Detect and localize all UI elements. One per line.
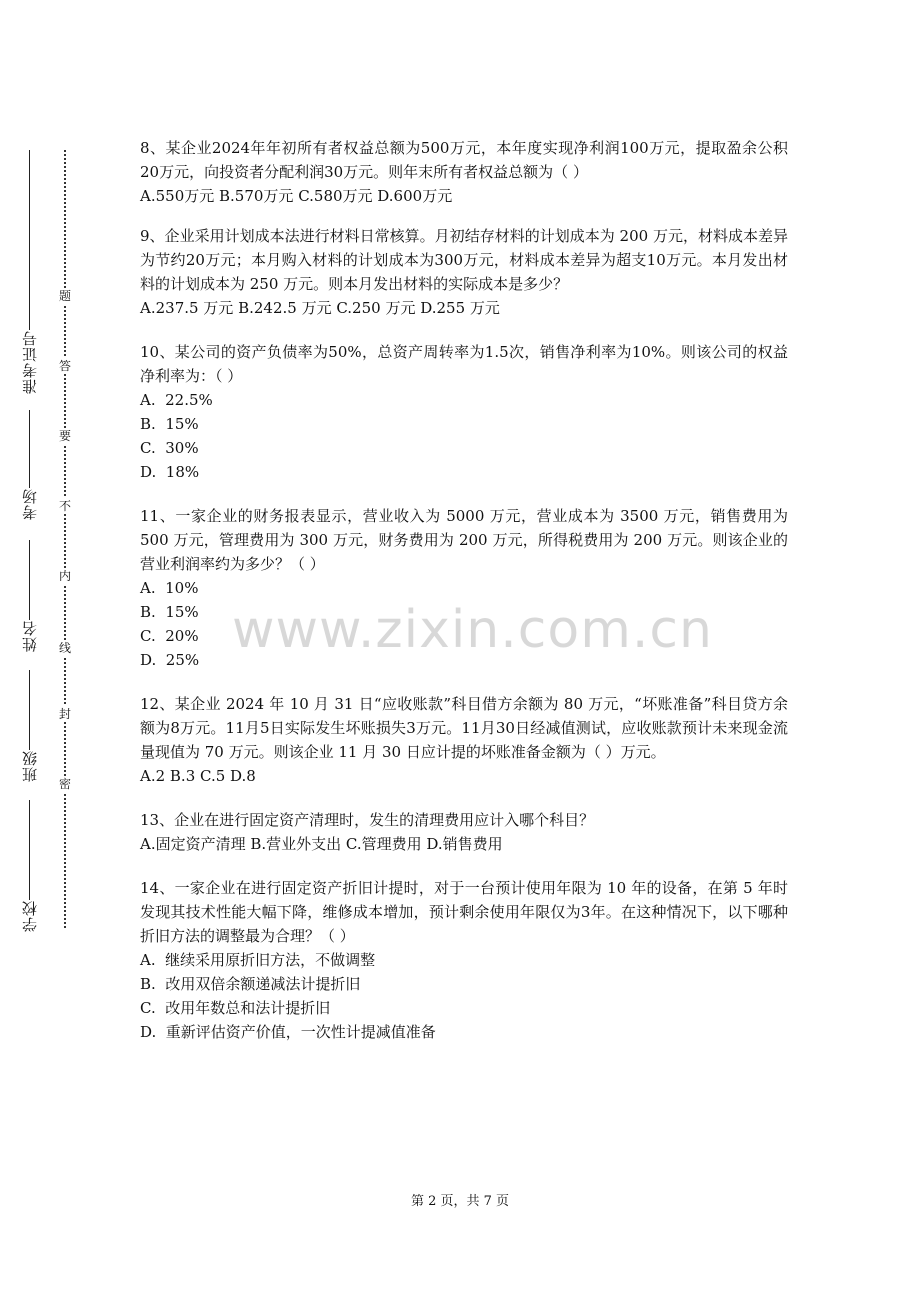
seal-char: 封 [58,707,71,721]
question-stem: 8、某企业2024年年初所有者权益总额为500万元，本年度实现净利润100万元，提取盈余公积20万元，向投资者分配利润30万元。则年末所有者权益总额为（ ） [140,139,788,181]
seal-char: 不 [58,499,71,513]
option-c: C. 改用年数总和法计提折旧 [140,999,331,1017]
question-stem: 14、一家企业在进行固定资产折旧计提时，对于一台预计使用年限为 10 年的设备，在第 5 年时发现其技术性能大幅下降，维修成本增加，预计剩余使用年限仅为3年。在这种情况下，以下哪种折旧方法的调整最为合理？（ ） [140,879,788,945]
seal-char: 内 [58,569,71,583]
exam-room-field [14,410,44,520]
question-stem: 11、一家企业的财务报表显示，营业收入为 5000 万元，营业成本为 3500 万元，销售费用为 500 万元，管理费用为 300 万元，财务费用为 200 万元，所得税费用为 200 万元。则该企业的营业利润率约为多少？（ ） [140,507,788,573]
school-field [14,800,44,932]
seal-char: 要 [58,429,71,443]
question-11 [140,504,788,672]
option-d: D. 25% [140,651,200,669]
seal-char: 答 [58,359,71,373]
school-line [29,800,30,900]
option-c: C. 30% [140,439,199,457]
question-stem: 13、企业在进行固定资产清理时，发生的清理费用应计入哪个科目？ [140,811,595,829]
question-10 [140,340,788,484]
class-label: 班级 [20,750,39,782]
question-stem: 10、某公司的资产负债率为50%，总资产周转率为1.5次，销售净利率为10%。则该公司的权益净利率为：（ ） [140,343,788,385]
option-a: A. 继续采用原折旧方法，不做调整 [140,951,376,969]
question-list [140,136,788,1060]
option-d: D. 18% [140,463,200,481]
question-stem: 9、企业采用计划成本法进行材料日常核算。月初结存材料的计划成本为 200 万元，材料成本差异为节约20万元；本月购入材料的计划成本为300万元，材料成本差异为超支10万元。本月发出材料的计划成本为 250 万元。则本月发出材料的实际成本是多少？ [140,227,788,293]
question-options: A.固定资产清理 B.营业外支出 C.管理费用 D.销售费用 [140,835,503,853]
class-line [29,670,30,750]
question-stem: 12、某企业 2024 年 10 月 31 日“应收账款”科目借方余额为 80 万元，“坏账准备”科目贷方余额为8万元。11月5日实际发生坏账损失3万元。11月30日经减值测试，应收账款预计未来现金流量现值为 70 万元。则该企业 11 月 30 日应计提的坏账准备金额为（ ）万元。 [140,695,788,761]
school-label: 学校 [20,900,39,932]
seal-char: 线 [58,641,71,655]
exam-id-field [14,150,44,394]
name-field [14,540,44,652]
seal-char: 题 [58,289,71,303]
question-options: A.2 B.3 C.5 D.8 [140,767,256,785]
exam-id-label: 准考证号 [20,330,39,394]
exam-room-line [29,410,30,488]
question-options: A.550万元 B.570万元 C.580万元 D.600万元 [140,187,453,205]
option-c: C. 20% [140,627,199,645]
option-a: A. 22.5% [140,391,213,409]
option-a: A. 10% [140,579,199,597]
seal-dotted-line [64,150,66,928]
question-13 [140,808,788,856]
question-8 [140,136,788,208]
class-field [14,670,44,782]
option-d: D. 重新评估资产价值，一次性计提减值准备 [140,1023,436,1041]
binding-margin [0,0,120,1302]
question-9 [140,224,788,320]
name-label: 姓名 [20,620,39,652]
question-options: A.237.5 万元 B.242.5 万元 C.250 万元 D.255 万元 [140,299,500,317]
option-b: B. 15% [140,603,199,621]
seal-char: 密 [58,777,71,791]
exam-id-line [29,150,30,330]
watermark: www.zixin.com.cn [232,600,713,660]
option-b: B. 改用双倍余额递减法计提折旧 [140,975,361,993]
exam-room-label: 考场 [20,488,39,520]
name-line [29,540,30,620]
option-b: B. 15% [140,415,199,433]
question-12 [140,692,788,788]
page-footer: 第 2 页，共 7 页 [410,1194,510,1209]
question-14 [140,876,788,1044]
